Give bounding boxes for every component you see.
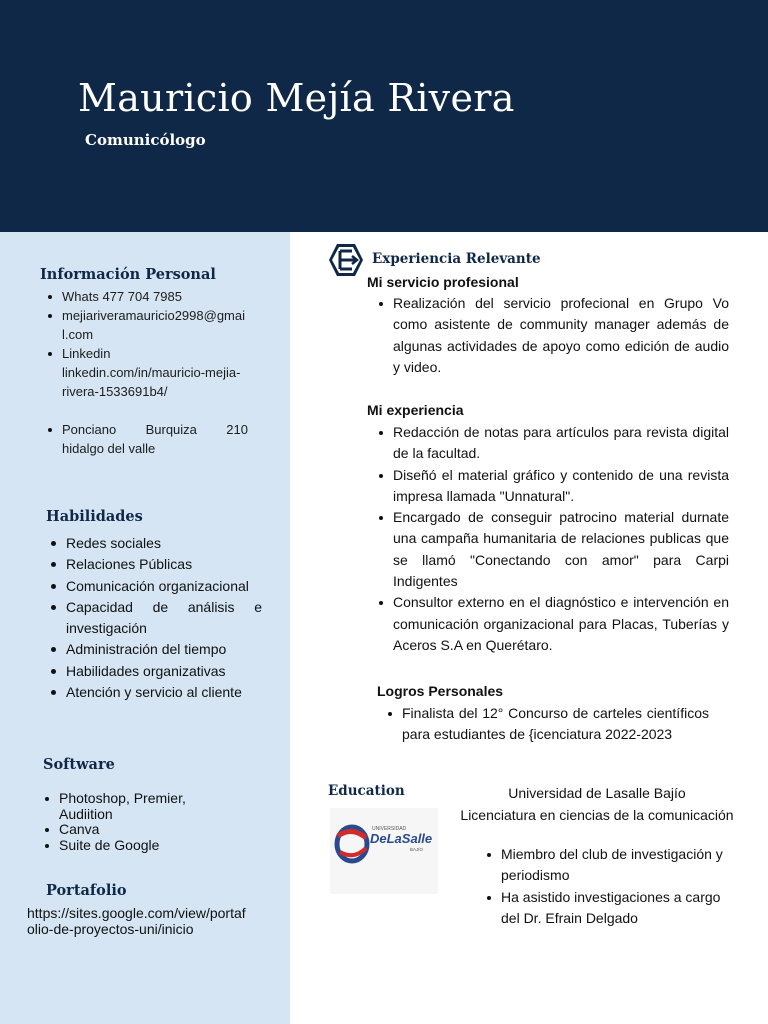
- skill-item: Capacidad de análisis e: [66, 597, 262, 618]
- software-list: [59, 791, 259, 853]
- address-item: Ponciano Burquiza 210: [62, 422, 248, 437]
- skill-item: Atención y servicio al cliente: [66, 682, 262, 703]
- software-item: Suite de Google: [59, 838, 259, 854]
- education-list: [501, 844, 731, 929]
- experience-item: Redacción de notas para artículos para revista digital de la facultad.: [393, 422, 729, 465]
- achievement-item: Finalista del 12° Concurso de carteles científicos para estudiantes de {icenciatura 2022-2023: [402, 703, 709, 746]
- uni-logo-small-text: UNIVERSIDAD: [372, 826, 407, 832]
- skill-item: Habilidades organizativas: [66, 661, 262, 682]
- skill-item: Redes sociales: [66, 533, 262, 554]
- person-name: Mauricio Mejía Rivera: [78, 76, 515, 120]
- linkedin-item: Linkedin linkedin.com/in/mauricio-mejia-rivera-1533691b4/: [62, 344, 248, 401]
- person-role: Comunicólogo: [85, 131, 206, 149]
- experience-heading: Experiencia Relevante: [372, 251, 541, 267]
- achievements-list: [402, 703, 709, 746]
- university-name: Universidad de Lasalle Bajío: [508, 785, 686, 801]
- portfolio-heading: Portafolio: [46, 882, 127, 899]
- skills-heading: Habilidades: [46, 508, 143, 525]
- education-item: Miembro del club de investigación y periodismo: [501, 844, 731, 887]
- experience-item: Encargado de conseguir patrocino material durnate una campaña humanitaria de relaciones publicas que se llamó "Conectando con amor" para Carpi Indigentes: [393, 507, 729, 592]
- university-logo: [330, 808, 438, 894]
- address-item-line2: hidalgo del valle: [62, 441, 156, 456]
- software-heading: Software: [43, 756, 115, 773]
- brand-logo-icon: [328, 243, 364, 282]
- service-item: Realización del servicio profecional en Grupo Vo como asistente de community manager además de algunas actividades de apoyo como edición de audio y video.: [393, 293, 729, 378]
- experience-item: Consultor externo en el diagnóstico e intervención en comunicación organizacional para Placas, Tuberías y Aceros S.A en Querétaro.: [393, 592, 729, 656]
- experience-list: [393, 422, 729, 656]
- university-block: [440, 782, 754, 826]
- uni-logo-brand: DeLaSalle: [370, 831, 433, 846]
- personal-info-list: [62, 287, 248, 458]
- personal-info-heading: Información Personal: [40, 266, 216, 283]
- header-banner: [0, 0, 768, 232]
- portfolio-link[interactable]: https://sites.google.com/view/portafolio-de-proyectos-uni/inicio: [27, 905, 246, 937]
- email-item: mejiariveramauricio2998@gmail.com: [62, 306, 248, 344]
- achievements-subheading: Logros Personales: [377, 683, 504, 699]
- service-subheading: Mi servicio profesional: [367, 274, 519, 290]
- software-item: Photoshop, Premier, Audiition: [59, 791, 209, 822]
- education-item: Ha asistido investigaciones a cargo del Dr. Efrain Delgado: [501, 887, 731, 930]
- education-heading: Education: [328, 783, 405, 799]
- skill-item: Comunicación organizacional: [66, 576, 262, 597]
- uni-logo-sub: BAJÍO: [410, 847, 424, 852]
- experience-item: Diseñó el material gráfico y contenido de una revista impresa llamada "Unnatural".: [393, 465, 729, 508]
- skill-item-continued: investigación: [66, 620, 147, 637]
- degree-name: Licenciatura en ciencias de la comunicación: [460, 807, 734, 823]
- skill-item: Relaciones Públicas: [66, 554, 262, 575]
- phone-item: Whats 477 704 7985: [62, 287, 248, 306]
- software-item: Canva: [59, 822, 259, 838]
- my-experience-subheading: Mi experiencia: [367, 402, 464, 418]
- skills-list: [66, 533, 262, 703]
- service-list: [393, 293, 729, 378]
- skill-item: Administración del tiempo: [66, 639, 262, 660]
